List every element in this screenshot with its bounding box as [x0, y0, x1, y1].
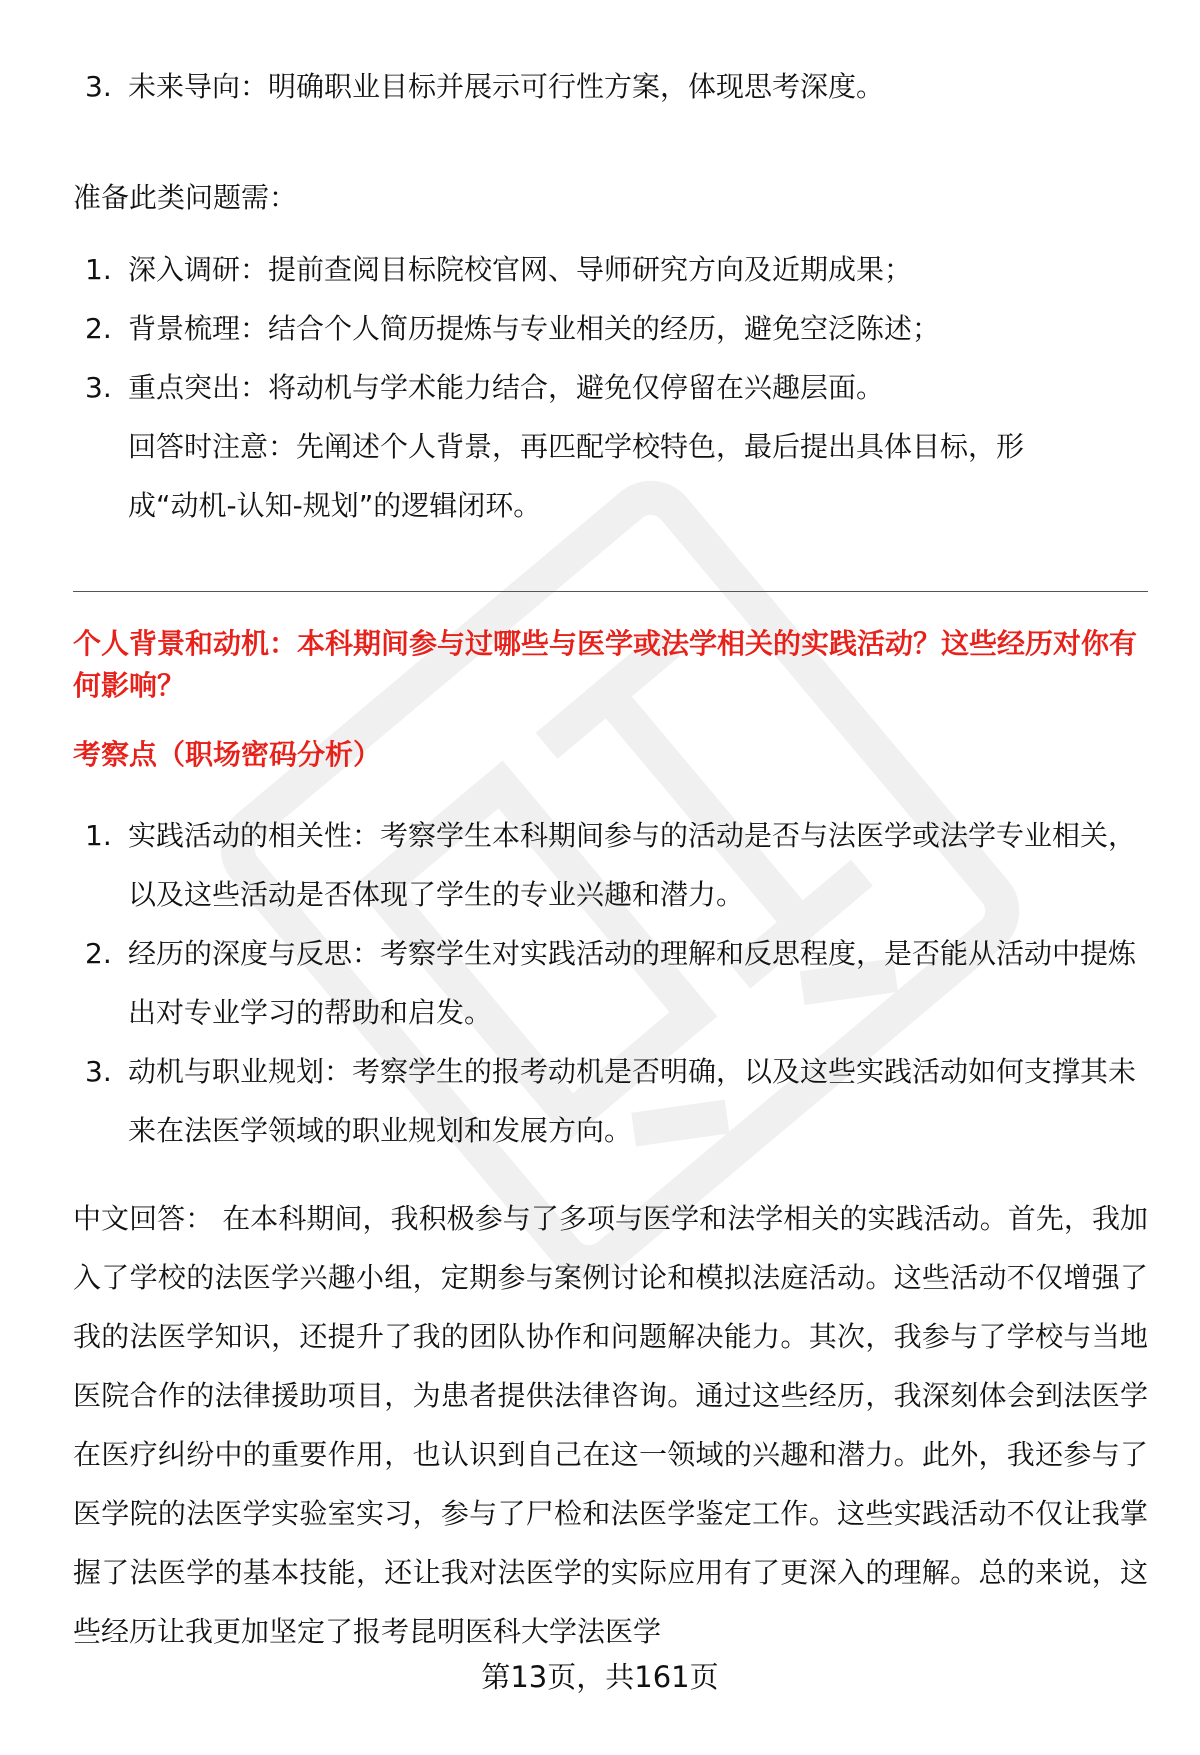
question-heading: 个人背景和动机：本科期间参与过哪些与医学或法学相关的实践活动？这些经历对你有何影响？: [73, 627, 1138, 702]
list-item: [73, 57, 1148, 116]
list-item: [73, 1042, 1148, 1160]
exam-points-list: [73, 806, 1148, 1160]
list-item-text: 经历的深度与反思：考察学生对实践活动的理解和反思程度，是否能从活动中提炼出对专业学习的帮助和启发。: [128, 937, 1137, 1029]
list-item-text: 背景梳理：结合个人简历提炼与专业相关的经历，避免空泛陈述；: [128, 312, 941, 345]
list-item: [73, 806, 1148, 924]
list-item: [73, 358, 1148, 417]
list-item-number: 1.: [85, 819, 112, 852]
list-item: [73, 299, 1148, 358]
list-item-number: 2.: [85, 937, 112, 970]
list-item-text: 深入调研：提前查阅目标院校官网、导师研究方向及近期成果；: [128, 253, 913, 286]
prep-intro: 准备此类问题需：: [73, 181, 298, 214]
list-item-number: 3.: [85, 371, 112, 404]
section-divider: [73, 591, 1148, 592]
top-list: [73, 57, 1148, 116]
prep-note: 回答时注意：先阐述个人背景，再匹配学校特色，最后提出具体目标，形成“动机-认知-规划”的逻辑闭环。: [128, 430, 1025, 522]
list-item-number: 2.: [85, 312, 112, 345]
list-item-text: 实践活动的相关性：考察学生本科期间参与的活动是否与法医学或法学专业相关，以及这些活动是否体现了学生的专业兴趣和潜力。: [128, 819, 1137, 911]
list-item: [73, 924, 1148, 1042]
list-item-text: 重点突出：将动机与学术能力结合，避免仅停留在兴趣层面。: [128, 371, 885, 404]
list-item: [73, 240, 1148, 299]
chinese-answer: 中文回答： 在本科期间，我积极参与了多项与医学和法学相关的实践活动。首先，我加入了学校的法医学兴趣小组，定期参与案例讨论和模拟法庭活动。这些活动不仅增强了我的法医学知识，还提升了我的团队协作和问题解决能力。其次，我参与了学校与当地医院合作的法律援助项目，为患者提供法律咨询。通过这些经历，我深刻体会到法医学在医疗纠纷中的重要作用，也认识到自己在这一领域的兴趣和潜力。此外，我还参与了医学院的法医学实验室实习，参与了尸检和法医学鉴定工作。这些实践活动不仅让我掌握了法医学的基本技能，还让我对法医学的实际应用有了更深入的理解。总的来说，这些经历让我更加坚定了报考昆明医科大学法医学: [73, 1202, 1148, 1648]
list-item-text: 未来导向：明确职业目标并展示可行性方案，体现思考深度。: [128, 70, 885, 103]
prep-list: [73, 240, 1148, 417]
list-item-number: 1.: [85, 253, 112, 286]
list-item-text: 动机与职业规划：考察学生的报考动机是否明确，以及这些实践活动如何支撑其未来在法医学领域的职业规划和发展方向。: [128, 1055, 1137, 1147]
exam-points-heading: 考察点（职场密码分析）: [73, 738, 382, 771]
list-item-number: 3.: [85, 1055, 112, 1088]
page-number: 第13页，共161页: [481, 1660, 719, 1694]
list-item-number: 3.: [85, 70, 112, 103]
